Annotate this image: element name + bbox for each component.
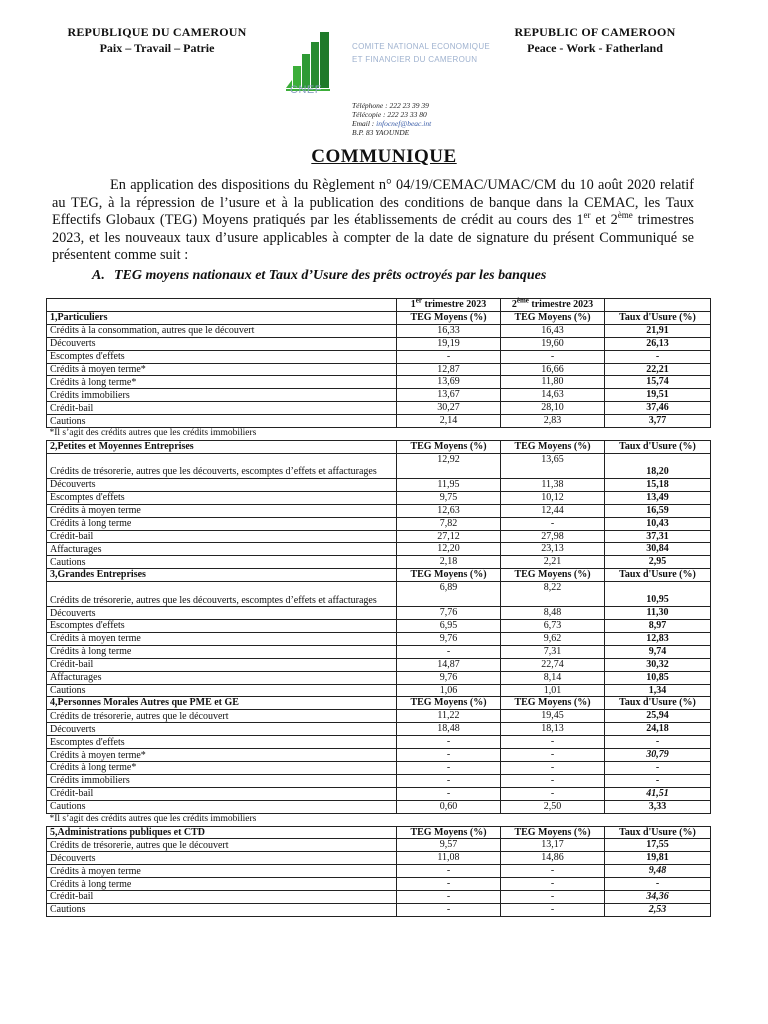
row-label: Découverts: [47, 607, 397, 620]
table-row: [47, 787, 711, 800]
teg-q1-value: 11,08: [397, 852, 501, 865]
table-row: [47, 865, 711, 878]
teg-q1-value: 12,92: [397, 453, 501, 478]
usure-value: 24,18: [605, 723, 711, 736]
row-label: Crédits immobiliers: [47, 774, 397, 787]
teg-q2-value: -: [501, 903, 605, 916]
row-label: Crédit-bail: [47, 891, 397, 904]
footnote-row: [47, 428, 711, 441]
teg-q1-value: 14,87: [397, 658, 501, 671]
col-teg-q1: TEG Moyens (%): [397, 440, 501, 453]
contact-block: [352, 101, 431, 137]
teg-q1-value: -: [397, 736, 501, 749]
teg-q1-value: 1,06: [397, 684, 501, 697]
row-label: Crédit-bail: [47, 402, 397, 415]
table-row: [47, 723, 711, 736]
teg-q2-value: -: [501, 774, 605, 787]
usure-value: 30,32: [605, 658, 711, 671]
phone-number: Téléphone : 222 23 39 39: [352, 101, 429, 110]
usure-value: 11,30: [605, 607, 711, 620]
row-label: Crédits de trésorerie, autres que le découvert: [47, 710, 397, 723]
section-header-row: [47, 440, 711, 453]
usure-value: 25,94: [605, 710, 711, 723]
usure-value: -: [605, 350, 711, 363]
teg-q1-value: 9,75: [397, 491, 501, 504]
teg-q1-value: 16,33: [397, 324, 501, 337]
org-name-line1: COMITE NATIONAL ECONOMIQUE: [352, 42, 491, 51]
teg-q2-value: 14,63: [501, 389, 605, 402]
col-teg-q2: TEG Moyens (%): [501, 569, 605, 582]
teg-q1-value: -: [397, 891, 501, 904]
teg-q2-value: -: [501, 749, 605, 762]
table-row: [47, 645, 711, 658]
teg-q2-value: 2,21: [501, 556, 605, 569]
teg-q1-value: 19,19: [397, 337, 501, 350]
table-row: [47, 891, 711, 904]
teg-q1-value: 18,48: [397, 723, 501, 736]
teg-q2-value: 10,12: [501, 491, 605, 504]
usure-value: 2,53: [605, 903, 711, 916]
row-label: Crédits à long terme*: [47, 376, 397, 389]
usure-value: 15,74: [605, 376, 711, 389]
table-row: [47, 530, 711, 543]
row-label: Cautions: [47, 415, 397, 428]
usure-value: 15,18: [605, 478, 711, 491]
usure-value: 10,95: [605, 582, 711, 607]
row-label: Crédit-bail: [47, 787, 397, 800]
usure-value: -: [605, 878, 711, 891]
teg-q2-value: 16,66: [501, 363, 605, 376]
intro-text-2: et 2: [590, 212, 618, 229]
teg-q1-value: 27,12: [397, 530, 501, 543]
teg-q2-value: 14,86: [501, 852, 605, 865]
row-label: Crédit-bail: [47, 658, 397, 671]
teg-q1-value: -: [397, 350, 501, 363]
teg-q1-value: 7,82: [397, 517, 501, 530]
row-label: Crédits à moyen terme: [47, 504, 397, 517]
teg-q1-value: 30,27: [397, 402, 501, 415]
motto-fr: Paix – Travail – Patrie: [99, 41, 215, 55]
row-label: Crédits à long terme: [47, 645, 397, 658]
teg-q1-value: -: [397, 749, 501, 762]
teg-q2-value: 2,83: [501, 415, 605, 428]
row-label: Crédits à long terme: [47, 878, 397, 891]
teg-q1-value: 2,14: [397, 415, 501, 428]
table-row: [47, 376, 711, 389]
usure-value: 2,95: [605, 556, 711, 569]
usure-value: 37,46: [605, 402, 711, 415]
table-row: [47, 762, 711, 775]
table-row: [47, 607, 711, 620]
table-row: [47, 620, 711, 633]
period-1-suffix: trimestre 2023: [421, 299, 487, 310]
teg-q2-value: 8,22: [501, 582, 605, 607]
usure-value: 18,20: [605, 453, 711, 478]
row-label: Crédits à long terme: [47, 517, 397, 530]
row-label: Crédits de trésorerie, autres que les découverts, escomptes d’effets et affacturages: [47, 582, 397, 607]
usure-value: 30,84: [605, 543, 711, 556]
organization-name: [352, 40, 492, 66]
teg-q1-value: 11,95: [397, 478, 501, 491]
usure-value: 22,21: [605, 363, 711, 376]
teg-q1-value: 13,69: [397, 376, 501, 389]
teg-q1-value: 0,60: [397, 800, 501, 813]
teg-q1-value: -: [397, 774, 501, 787]
row-label: Crédits à moyen terme*: [47, 749, 397, 762]
footnote: *Il s’agit des crédits autres que les crédits immobiliers: [47, 813, 711, 826]
col-teg-q2: TEG Moyens (%): [501, 440, 605, 453]
teg-q2-value: 27,98: [501, 530, 605, 543]
header-left: [52, 25, 262, 56]
teg-q1-value: 6,95: [397, 620, 501, 633]
row-label: Crédits à moyen terme: [47, 865, 397, 878]
usure-value: 21,91: [605, 324, 711, 337]
teg-q1-value: 9,76: [397, 671, 501, 684]
teg-q1-value: -: [397, 903, 501, 916]
table-row: [47, 903, 711, 916]
row-label: Escomptes d'effets: [47, 491, 397, 504]
col-teg-q2: TEG Moyens (%): [501, 826, 605, 839]
col-teg-q1: TEG Moyens (%): [397, 569, 501, 582]
row-label: Découverts: [47, 852, 397, 865]
blank-cell: [605, 299, 711, 312]
category-title: 1,Particuliers: [47, 311, 397, 324]
teg-q2-value: 11,38: [501, 478, 605, 491]
teg-q1-value: -: [397, 865, 501, 878]
usure-value: 19,81: [605, 852, 711, 865]
usure-value: 12,83: [605, 632, 711, 645]
org-name-line2: ET FINANCIER DU CAMEROUN: [352, 55, 478, 64]
usure-value: 9,74: [605, 645, 711, 658]
teg-q2-value: 8,14: [501, 671, 605, 684]
teg-q2-value: 2,50: [501, 800, 605, 813]
table-row: [47, 402, 711, 415]
usure-value: 3,77: [605, 415, 711, 428]
teg-q1-value: 12,20: [397, 543, 501, 556]
teg-q2-value: 28,10: [501, 402, 605, 415]
teg-q2-value: 13,65: [501, 453, 605, 478]
section-header-row: [47, 697, 711, 710]
section-header-row: [47, 311, 711, 324]
teg-q2-value: -: [501, 517, 605, 530]
period-2-suffix: trimestre 2023: [528, 299, 594, 310]
teg-q2-value: 23,13: [501, 543, 605, 556]
col-usure: Taux d'Usure (%): [605, 826, 711, 839]
logo-wordmark: CNEF: [290, 84, 322, 96]
table-row: [47, 415, 711, 428]
col-teg-q2: TEG Moyens (%): [501, 697, 605, 710]
motto-en: Peace - Work - Fatherland: [527, 41, 663, 55]
usure-value: 41,51: [605, 787, 711, 800]
usure-value: 10,85: [605, 671, 711, 684]
usure-value: 19,51: [605, 389, 711, 402]
table-row: [47, 710, 711, 723]
intro-sup-1: er: [583, 210, 591, 221]
po-box: B.P. 83 YAOUNDE: [352, 128, 410, 137]
table-row: [47, 800, 711, 813]
usure-value: 1,34: [605, 684, 711, 697]
usure-value: 37,31: [605, 530, 711, 543]
usure-value: 34,36: [605, 891, 711, 904]
table-row: [47, 749, 711, 762]
row-label: Crédits de trésorerie, autres que le découvert: [47, 839, 397, 852]
period-header-row: [47, 299, 711, 312]
col-usure: Taux d'Usure (%): [605, 697, 711, 710]
row-label: Cautions: [47, 684, 397, 697]
usure-value: -: [605, 736, 711, 749]
section-title: TEG moyens nationaux et Taux d’Usure des prêts octroyés par les banques: [114, 268, 547, 283]
period-2-sup: ème: [516, 296, 529, 305]
document-title: COMMUNIQUE: [311, 146, 457, 167]
table-row: [47, 389, 711, 402]
row-label: Escomptes d'effets: [47, 736, 397, 749]
teg-q1-value: 12,63: [397, 504, 501, 517]
teg-q1-value: 9,76: [397, 632, 501, 645]
teg-q2-value: -: [501, 787, 605, 800]
table-row: [47, 363, 711, 376]
teg-q2-value: 7,31: [501, 645, 605, 658]
teg-q2-value: 8,48: [501, 607, 605, 620]
row-label: Découverts: [47, 478, 397, 491]
row-label: Escomptes d'effets: [47, 620, 397, 633]
section-header-row: [47, 826, 711, 839]
table-row: [47, 478, 711, 491]
table-row: [47, 736, 711, 749]
teg-q2-value: 11,80: [501, 376, 605, 389]
col-teg-q1: TEG Moyens (%): [397, 697, 501, 710]
table-row: [47, 774, 711, 787]
category-title: 2,Petites et Moyennes Entreprises: [47, 440, 397, 453]
table-row: [47, 517, 711, 530]
intro-text-1: En application des dispositions du Règlement n° 04/19/CEMAC/UMAC/CM du 10 août 2020 relatif au TEG, à la répression de l’usure et à la publication des conditions de banque dans la CEMAC, les Taux Effectifs Globaux (TEG) Moyens pratiqués par les établissements de crédit au cours des 1: [52, 177, 694, 229]
row-label: Escomptes d'effets: [47, 350, 397, 363]
row-label: Crédits immobiliers: [47, 389, 397, 402]
country-name-en: REPUBLIC OF CAMEROON: [514, 25, 676, 39]
teg-q2-value: 12,44: [501, 504, 605, 517]
teg-q2-value: 9,62: [501, 632, 605, 645]
table-row: [47, 543, 711, 556]
table-row: [47, 556, 711, 569]
usure-value: -: [605, 774, 711, 787]
fax-number: Télécopie : 222 23 33 80: [352, 110, 427, 119]
header-right: [495, 25, 695, 56]
footnote: *Il s’agit des crédits autres que les crédits immobiliers: [47, 428, 711, 441]
row-label: Cautions: [47, 903, 397, 916]
category-title: 3,Grandes Entreprises: [47, 569, 397, 582]
table-row: [47, 453, 711, 478]
teg-q2-value: 13,17: [501, 839, 605, 852]
teg-q1-value: 11,22: [397, 710, 501, 723]
usure-value: 26,13: [605, 337, 711, 350]
table-row: [47, 658, 711, 671]
teg-q1-value: 9,57: [397, 839, 501, 852]
country-name-fr: REPUBLIQUE DU CAMEROUN: [67, 25, 247, 39]
intro-paragraph: [52, 177, 694, 265]
table-row: [47, 337, 711, 350]
teg-q2-value: 19,60: [501, 337, 605, 350]
period-2-header: [501, 296, 605, 312]
table-row: [47, 671, 711, 684]
period-1-sup: er: [415, 296, 422, 305]
period-1-header: [397, 296, 501, 312]
email-line: [352, 119, 431, 128]
row-label: Cautions: [47, 800, 397, 813]
email-address[interactable]: infocnef@beac.int: [376, 119, 432, 128]
footnote-row: [47, 813, 711, 826]
col-teg-q2: TEG Moyens (%): [501, 311, 605, 324]
row-label: Crédits de trésorerie, autres que les découverts, escomptes d’effets et affacturages: [47, 453, 397, 478]
table-row: [47, 504, 711, 517]
teg-q2-value: -: [501, 350, 605, 363]
usure-value: 16,59: [605, 504, 711, 517]
usure-value: 3,33: [605, 800, 711, 813]
table-row: [47, 632, 711, 645]
teg-q2-value: 19,45: [501, 710, 605, 723]
teg-q2-value: 6,73: [501, 620, 605, 633]
period-1-prefix: 1: [410, 299, 416, 310]
usure-value: 17,55: [605, 839, 711, 852]
col-usure: Taux d'Usure (%): [605, 311, 711, 324]
email-label: Email :: [352, 119, 375, 128]
table-row: [47, 491, 711, 504]
table-row: [47, 324, 711, 337]
col-teg-q1: TEG Moyens (%): [397, 826, 501, 839]
table-row: [47, 684, 711, 697]
table-row: [47, 350, 711, 363]
table-row: [47, 582, 711, 607]
teg-q1-value: 7,76: [397, 607, 501, 620]
col-usure: Taux d'Usure (%): [605, 569, 711, 582]
teg-q1-value: 2,18: [397, 556, 501, 569]
section-header-row: [47, 569, 711, 582]
teg-q1-value: -: [397, 762, 501, 775]
row-label: Affacturages: [47, 543, 397, 556]
table-row: [47, 878, 711, 891]
row-label: Crédits à la consommation, autres que le découvert: [47, 324, 397, 337]
col-usure: Taux d'Usure (%): [605, 440, 711, 453]
col-teg-q1: TEG Moyens (%): [397, 311, 501, 324]
teg-q2-value: 18,13: [501, 723, 605, 736]
table-row: [47, 852, 711, 865]
usure-value: 13,49: [605, 491, 711, 504]
teg-q2-value: -: [501, 762, 605, 775]
row-label: Crédits à moyen terme*: [47, 363, 397, 376]
row-label: Découverts: [47, 337, 397, 350]
intro-text-3: trimestres 2023, et les nouveaux taux d’usure applicables à compter de la date de signature du présent Communiqué se présentent comme suit :: [52, 212, 694, 264]
teg-q1-value: 6,89: [397, 582, 501, 607]
row-label: Affacturages: [47, 671, 397, 684]
usure-value: 10,43: [605, 517, 711, 530]
teg-q2-value: -: [501, 736, 605, 749]
usure-value: 30,79: [605, 749, 711, 762]
teg-q2-value: 16,43: [501, 324, 605, 337]
row-label: Découverts: [47, 723, 397, 736]
teg-q1-value: 12,87: [397, 363, 501, 376]
period-2-prefix: 2: [511, 299, 517, 310]
intro-sup-2: ème: [617, 210, 633, 221]
teg-q1-value: -: [397, 645, 501, 658]
usure-value: 9,48: [605, 865, 711, 878]
teg-q2-value: -: [501, 878, 605, 891]
row-label: Crédit-bail: [47, 530, 397, 543]
teg-q2-value: 22,74: [501, 658, 605, 671]
teg-usure-table: [46, 298, 711, 917]
row-label: Crédits à long terme*: [47, 762, 397, 775]
usure-value: -: [605, 762, 711, 775]
row-label: Crédits à moyen terme: [47, 632, 397, 645]
usure-value: 8,97: [605, 620, 711, 633]
teg-q1-value: 13,67: [397, 389, 501, 402]
teg-q1-value: -: [397, 878, 501, 891]
teg-q2-value: 1,01: [501, 684, 605, 697]
teg-q2-value: -: [501, 865, 605, 878]
section-heading: [92, 268, 546, 284]
blank-cell: [47, 299, 397, 312]
section-letter: A.: [92, 268, 105, 283]
teg-q1-value: -: [397, 787, 501, 800]
row-label: Cautions: [47, 556, 397, 569]
teg-q2-value: -: [501, 891, 605, 904]
category-title: 5,Administrations publiques et CTD: [47, 826, 397, 839]
table-row: [47, 839, 711, 852]
category-title: 4,Personnes Morales Autres que PME et GE: [47, 697, 397, 710]
